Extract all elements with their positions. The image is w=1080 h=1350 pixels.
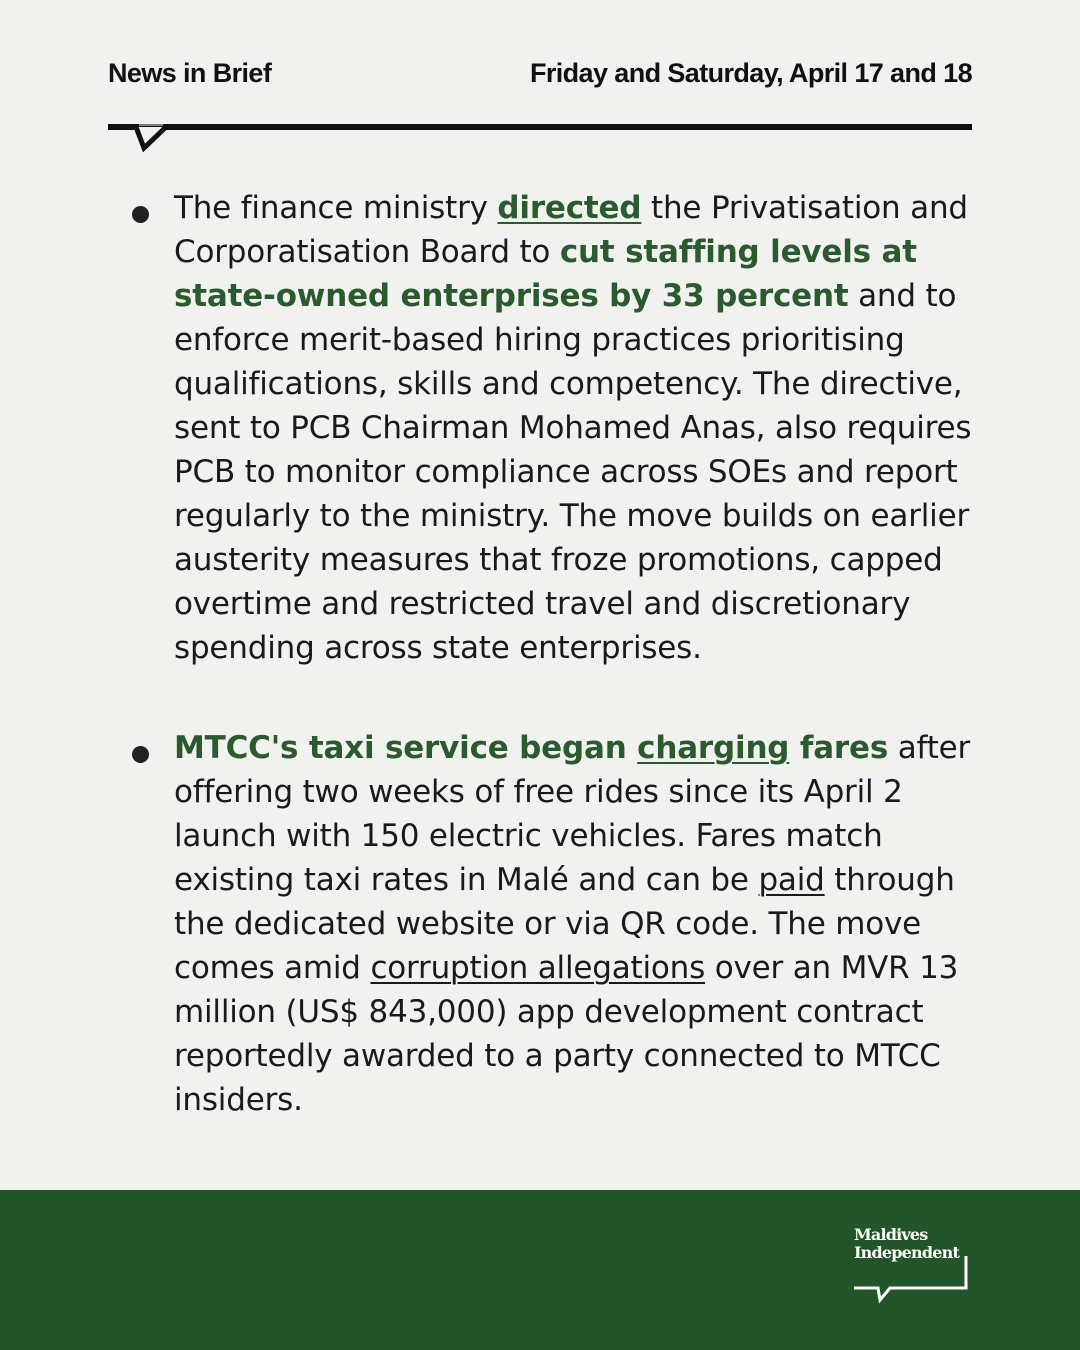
list-item: [108, 726, 978, 1122]
corruption-allegations-link[interactable]: corruption allegations: [370, 950, 706, 986]
bullet-icon: [132, 206, 149, 223]
highlight-text: fares: [789, 730, 889, 766]
maldives-independent-logo: [854, 1226, 972, 1306]
charging-link[interactable]: charging: [637, 730, 790, 766]
news-paragraph: The finance ministry directed the Privatisation and Corporatisation Board to cut staffing levels at state-owned enterprises by 33 percent and to enforce merit-based hiring practices prioritising qualifications, skills and competency. The directive, sent to PCB Chairman Mohamed Anas, also requires PCB to monitor compliance across SOEs and report regularly to the ministry. The move builds on earlier austerity measures that froze promotions, capped overtime and restricted travel and discretionary spending across state enterprises.: [174, 190, 972, 666]
logo-line-2: Independent: [854, 1243, 960, 1262]
list-item: [108, 186, 978, 670]
logo-line-1: Maldives: [854, 1225, 928, 1244]
logo-bubble-icon: [854, 1226, 972, 1306]
bullet-icon: [132, 746, 149, 763]
news-paragraph: MTCC's taxi service began charging fares after offering two weeks of free rides since its April 2 launch with 150 electric vehicles. Fares match existing taxi rates in Malé and can be paid through the dedicated website or via QR code. The move comes amid corruption allegations over an MVR 13 million (US$ 843,000) app development contract reportedly awarded to a party connected to MTCC insiders.: [174, 730, 971, 1118]
paid-link[interactable]: paid: [758, 862, 825, 898]
date-label: Friday and Saturday, April 17 and 18: [529, 58, 972, 88]
speech-bubble-rule: [108, 122, 972, 152]
directed-link[interactable]: directed: [497, 190, 642, 226]
page-header: [108, 58, 972, 89]
highlight-text: MTCC's taxi service began: [174, 730, 638, 766]
section-title: News in Brief: [108, 58, 272, 88]
highlight-text: cut staffing levels at state-owned enterprises by 33 percent: [174, 234, 917, 314]
footer-bar: [0, 1190, 1080, 1350]
news-list: [108, 186, 978, 1178]
